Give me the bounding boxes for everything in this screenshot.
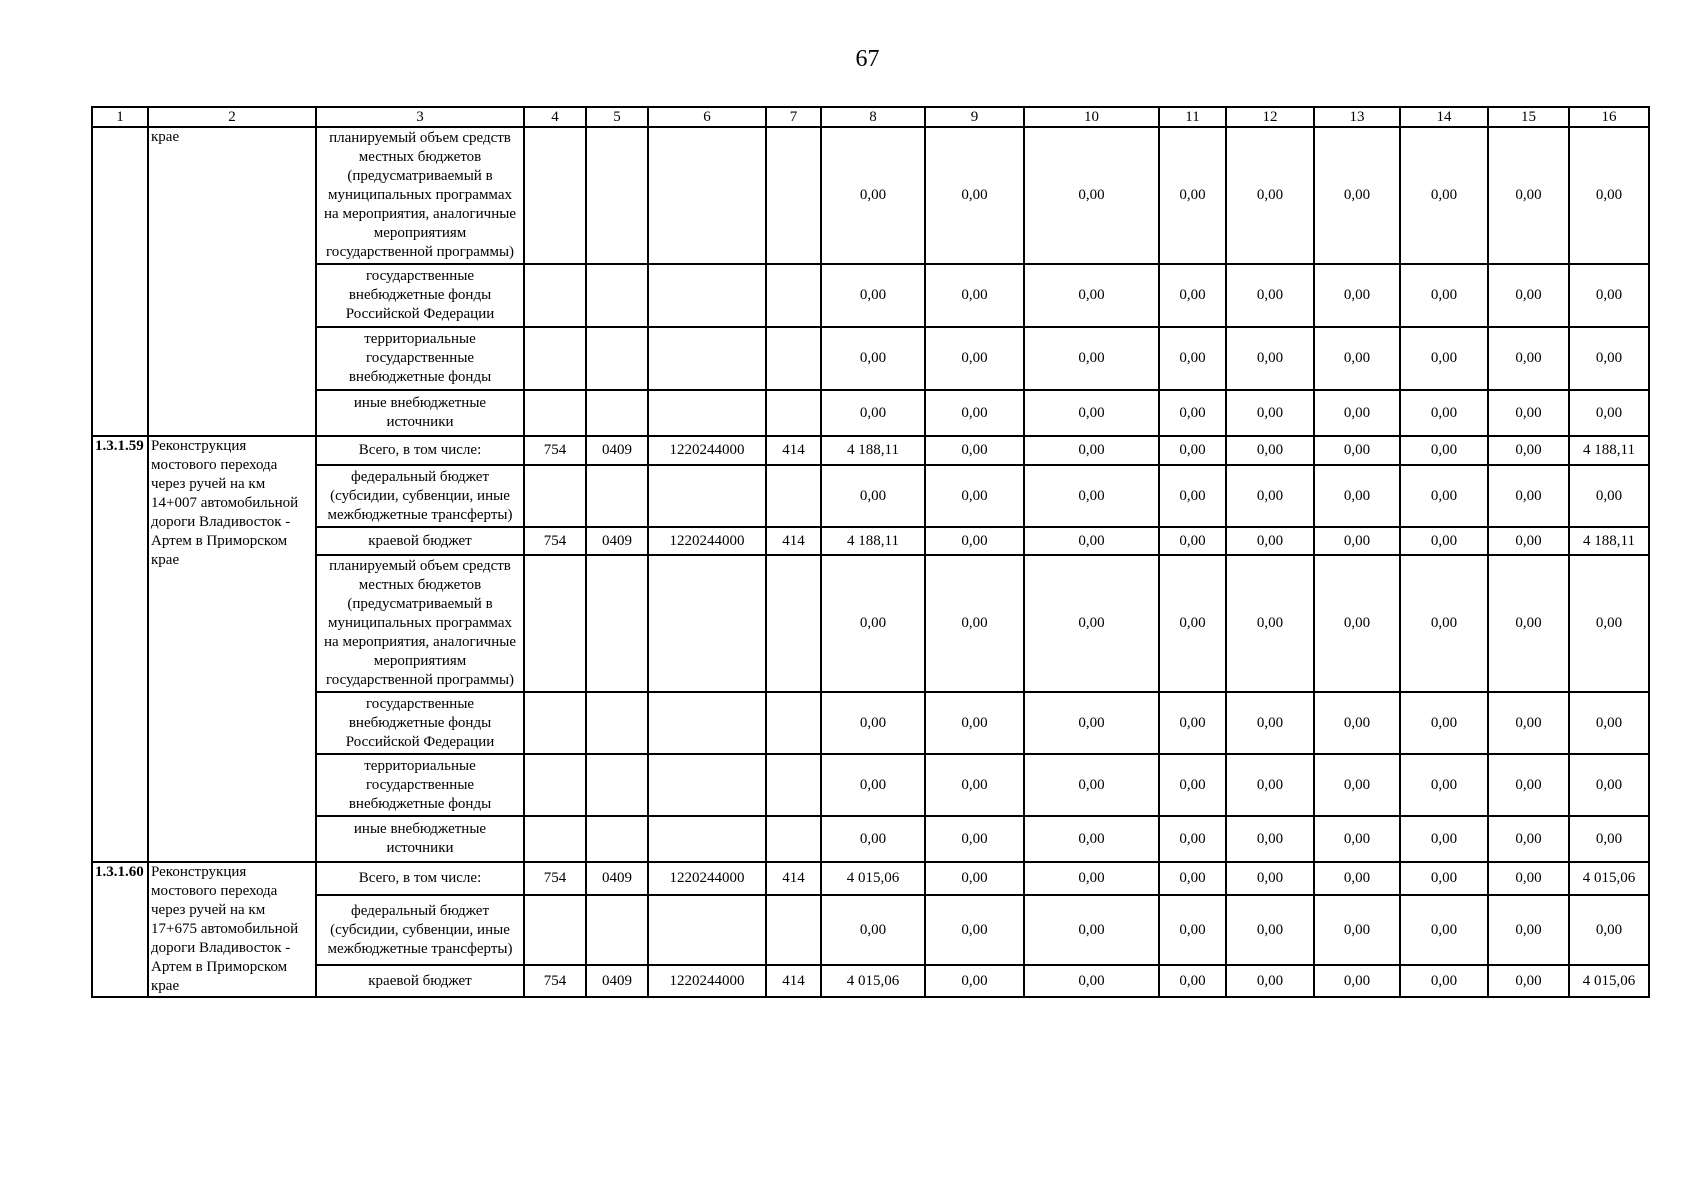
amount-year: 0,00 xyxy=(1314,465,1400,527)
amount-year: 0,00 xyxy=(1159,895,1226,965)
amount-year: 0,00 xyxy=(1488,754,1569,816)
amount-year: 0,00 xyxy=(1024,965,1159,997)
code-c6: 1220244000 xyxy=(648,436,766,465)
code-c4: 754 xyxy=(524,527,586,555)
amount-final: 0,00 xyxy=(1569,127,1649,264)
funding-source: государственные внебюджетные фонды Российской Федерации xyxy=(316,692,524,754)
amount-year: 0,00 xyxy=(925,436,1024,465)
item-name: Реконструкция мостового перехода через ручей на км 17+675 автомобильной дороги Владивосток - Артем в Приморском крае xyxy=(148,862,316,997)
code-c7 xyxy=(766,816,821,862)
amount-year: 0,00 xyxy=(1400,754,1488,816)
amount-year: 0,00 xyxy=(1400,465,1488,527)
amount-final: 0,00 xyxy=(1569,692,1649,754)
table-row xyxy=(92,390,1649,436)
code-c6 xyxy=(648,692,766,754)
amount-year: 0,00 xyxy=(1400,327,1488,390)
funding-source: краевой бюджет xyxy=(316,527,524,555)
code-c6 xyxy=(648,465,766,527)
amount-final: 0,00 xyxy=(1569,555,1649,692)
amount-year: 0,00 xyxy=(1159,754,1226,816)
amount-year: 0,00 xyxy=(925,965,1024,997)
amount-final: 0,00 xyxy=(1569,754,1649,816)
code-c6 xyxy=(648,895,766,965)
amount-year: 0,00 xyxy=(1400,965,1488,997)
amount-year: 0,00 xyxy=(1024,816,1159,862)
amount-final: 4 015,06 xyxy=(1569,862,1649,895)
amount-year: 0,00 xyxy=(1314,264,1400,327)
amount-year: 0,00 xyxy=(1400,436,1488,465)
amount-year: 0,00 xyxy=(925,327,1024,390)
amount-year: 0,00 xyxy=(1314,862,1400,895)
amount-total: 0,00 xyxy=(821,816,925,862)
table-row xyxy=(92,895,1649,965)
column-number-row xyxy=(92,107,1649,127)
code-c5 xyxy=(586,692,648,754)
column-number: 7 xyxy=(766,107,821,127)
amount-final: 0,00 xyxy=(1569,327,1649,390)
column-number: 12 xyxy=(1226,107,1314,127)
code-c5: 0409 xyxy=(586,965,648,997)
amount-year: 0,00 xyxy=(1226,965,1314,997)
amount-year: 0,00 xyxy=(925,692,1024,754)
code-c5: 0409 xyxy=(586,862,648,895)
amount-year: 0,00 xyxy=(1226,436,1314,465)
amount-year: 0,00 xyxy=(1400,816,1488,862)
code-c7: 414 xyxy=(766,436,821,465)
amount-total: 0,00 xyxy=(821,465,925,527)
amount-final: 4 188,11 xyxy=(1569,436,1649,465)
amount-year: 0,00 xyxy=(1488,555,1569,692)
amount-year: 0,00 xyxy=(925,895,1024,965)
funding-source: иные внебюджетные источники xyxy=(316,390,524,436)
column-number: 11 xyxy=(1159,107,1226,127)
code-c4 xyxy=(524,895,586,965)
amount-year: 0,00 xyxy=(1314,527,1400,555)
code-c7: 414 xyxy=(766,862,821,895)
amount-year: 0,00 xyxy=(925,264,1024,327)
amount-year: 0,00 xyxy=(1400,895,1488,965)
amount-year: 0,00 xyxy=(1226,895,1314,965)
amount-total: 0,00 xyxy=(821,692,925,754)
amount-year: 0,00 xyxy=(925,816,1024,862)
code-c5 xyxy=(586,327,648,390)
amount-year: 0,00 xyxy=(1226,264,1314,327)
column-number: 5 xyxy=(586,107,648,127)
funding-source: территориальные государственные внебюджетные фонды xyxy=(316,754,524,816)
code-c6: 1220244000 xyxy=(648,965,766,997)
table-row xyxy=(92,692,1649,754)
code-c7 xyxy=(766,390,821,436)
code-c6: 1220244000 xyxy=(648,527,766,555)
amount-year: 0,00 xyxy=(1314,436,1400,465)
funding-source: федеральный бюджет (субсидии, субвенции, иные межбюджетные трансферты) xyxy=(316,465,524,527)
amount-year: 0,00 xyxy=(1159,816,1226,862)
code-c6 xyxy=(648,816,766,862)
code-c6 xyxy=(648,264,766,327)
code-c4: 754 xyxy=(524,436,586,465)
amount-year: 0,00 xyxy=(1024,692,1159,754)
amount-year: 0,00 xyxy=(1226,555,1314,692)
item-name: крае xyxy=(148,127,316,436)
table-row xyxy=(92,862,1649,895)
amount-year: 0,00 xyxy=(1400,555,1488,692)
column-number: 2 xyxy=(148,107,316,127)
code-c4 xyxy=(524,465,586,527)
table-row xyxy=(92,965,1649,997)
table-row xyxy=(92,264,1649,327)
amount-year: 0,00 xyxy=(1488,862,1569,895)
amount-final: 0,00 xyxy=(1569,895,1649,965)
amount-year: 0,00 xyxy=(1024,527,1159,555)
funding-source: Всего, в том числе: xyxy=(316,862,524,895)
amount-year: 0,00 xyxy=(1314,816,1400,862)
amount-total: 0,00 xyxy=(821,390,925,436)
funding-source: государственные внебюджетные фонды Российской Федерации xyxy=(316,264,524,327)
amount-year: 0,00 xyxy=(1159,555,1226,692)
table-row xyxy=(92,127,1649,264)
code-c7 xyxy=(766,264,821,327)
amount-year: 0,00 xyxy=(1226,127,1314,264)
amount-final: 0,00 xyxy=(1569,264,1649,327)
code-c4 xyxy=(524,127,586,264)
amount-year: 0,00 xyxy=(1024,862,1159,895)
code-c5: 0409 xyxy=(586,436,648,465)
amount-year: 0,00 xyxy=(1226,692,1314,754)
amount-year: 0,00 xyxy=(1488,692,1569,754)
amount-year: 0,00 xyxy=(1024,127,1159,264)
amount-year: 0,00 xyxy=(1159,692,1226,754)
code-c4 xyxy=(524,754,586,816)
funding-source: иные внебюджетные источники xyxy=(316,816,524,862)
code-c6 xyxy=(648,754,766,816)
column-number: 15 xyxy=(1488,107,1569,127)
amount-year: 0,00 xyxy=(1159,390,1226,436)
amount-year: 0,00 xyxy=(1488,327,1569,390)
code-c6 xyxy=(648,327,766,390)
amount-year: 0,00 xyxy=(925,390,1024,436)
code-c4 xyxy=(524,327,586,390)
amount-year: 0,00 xyxy=(1024,390,1159,436)
code-c6 xyxy=(648,390,766,436)
amount-year: 0,00 xyxy=(1159,862,1226,895)
amount-year: 0,00 xyxy=(1400,862,1488,895)
column-number: 4 xyxy=(524,107,586,127)
funding-source: территориальные государственные внебюджетные фонды xyxy=(316,327,524,390)
table-row xyxy=(92,555,1649,692)
code-c5 xyxy=(586,390,648,436)
amount-year: 0,00 xyxy=(1024,327,1159,390)
code-c7 xyxy=(766,692,821,754)
amount-year: 0,00 xyxy=(1488,895,1569,965)
code-c5: 0409 xyxy=(586,527,648,555)
code-c6: 1220244000 xyxy=(648,862,766,895)
amount-total: 0,00 xyxy=(821,127,925,264)
table-row xyxy=(92,465,1649,527)
amount-year: 0,00 xyxy=(925,465,1024,527)
amount-total: 4 188,11 xyxy=(821,527,925,555)
funding-source: планируемый объем средств местных бюджетов (предусматриваемый в муниципальных программах на мероприятия, аналогичные мероприятиям государственной программы) xyxy=(316,555,524,692)
amount-year: 0,00 xyxy=(1314,754,1400,816)
amount-year: 0,00 xyxy=(1024,436,1159,465)
table-row xyxy=(92,754,1649,816)
amount-total: 0,00 xyxy=(821,555,925,692)
amount-year: 0,00 xyxy=(1226,862,1314,895)
amount-year: 0,00 xyxy=(1314,390,1400,436)
amount-year: 0,00 xyxy=(1400,264,1488,327)
code-c4: 754 xyxy=(524,862,586,895)
code-c7 xyxy=(766,127,821,264)
amount-total: 0,00 xyxy=(821,754,925,816)
code-c6 xyxy=(648,127,766,264)
amount-year: 0,00 xyxy=(1488,390,1569,436)
code-c5 xyxy=(586,555,648,692)
code-c7: 414 xyxy=(766,965,821,997)
amount-year: 0,00 xyxy=(1159,465,1226,527)
amount-final: 0,00 xyxy=(1569,816,1649,862)
code-c4 xyxy=(524,264,586,327)
column-number: 8 xyxy=(821,107,925,127)
amount-year: 0,00 xyxy=(925,555,1024,692)
column-number: 3 xyxy=(316,107,524,127)
code-c7 xyxy=(766,327,821,390)
amount-year: 0,00 xyxy=(925,527,1024,555)
funding-source: Всего, в том числе: xyxy=(316,436,524,465)
code-c7 xyxy=(766,754,821,816)
amount-year: 0,00 xyxy=(1400,127,1488,264)
amount-year: 0,00 xyxy=(1226,816,1314,862)
amount-year: 0,00 xyxy=(1488,527,1569,555)
amount-final: 4 188,11 xyxy=(1569,527,1649,555)
code-c4 xyxy=(524,390,586,436)
amount-year: 0,00 xyxy=(1024,754,1159,816)
amount-year: 0,00 xyxy=(1314,692,1400,754)
amount-year: 0,00 xyxy=(1488,436,1569,465)
column-number: 1 xyxy=(92,107,148,127)
table-row xyxy=(92,327,1649,390)
amount-total: 4 015,06 xyxy=(821,862,925,895)
item-number: 1.3.1.59 xyxy=(92,436,148,862)
column-number: 9 xyxy=(925,107,1024,127)
table-row xyxy=(92,816,1649,862)
code-c5 xyxy=(586,754,648,816)
amount-year: 0,00 xyxy=(1314,127,1400,264)
column-number: 6 xyxy=(648,107,766,127)
amount-year: 0,00 xyxy=(1314,327,1400,390)
amount-year: 0,00 xyxy=(1400,527,1488,555)
amount-year: 0,00 xyxy=(1488,127,1569,264)
amount-total: 4 188,11 xyxy=(821,436,925,465)
code-c7: 414 xyxy=(766,527,821,555)
amount-final: 0,00 xyxy=(1569,465,1649,527)
amount-year: 0,00 xyxy=(925,754,1024,816)
amount-year: 0,00 xyxy=(1159,436,1226,465)
code-c7 xyxy=(766,465,821,527)
item-number: 1.3.1.60 xyxy=(92,862,148,997)
amount-total: 0,00 xyxy=(821,895,925,965)
amount-year: 0,00 xyxy=(1226,754,1314,816)
amount-total: 4 015,06 xyxy=(821,965,925,997)
code-c5 xyxy=(586,465,648,527)
amount-year: 0,00 xyxy=(1400,692,1488,754)
code-c4 xyxy=(524,816,586,862)
amount-year: 0,00 xyxy=(1314,965,1400,997)
column-number: 14 xyxy=(1400,107,1488,127)
amount-final: 4 015,06 xyxy=(1569,965,1649,997)
amount-year: 0,00 xyxy=(1159,264,1226,327)
table-row xyxy=(92,436,1649,465)
funding-source: планируемый объем средств местных бюджетов (предусматриваемый в муниципальных программах на мероприятия, аналогичные мероприятиям государственной программы) xyxy=(316,127,524,264)
funding-source: федеральный бюджет (субсидии, субвенции, иные межбюджетные трансферты) xyxy=(316,895,524,965)
amount-year: 0,00 xyxy=(1226,465,1314,527)
amount-year: 0,00 xyxy=(1488,465,1569,527)
budget-table xyxy=(91,106,1650,998)
column-number: 10 xyxy=(1024,107,1159,127)
code-c6 xyxy=(648,555,766,692)
code-c7 xyxy=(766,895,821,965)
amount-total: 0,00 xyxy=(821,264,925,327)
funding-source: краевой бюджет xyxy=(316,965,524,997)
amount-year: 0,00 xyxy=(1488,965,1569,997)
amount-year: 0,00 xyxy=(1024,555,1159,692)
amount-year: 0,00 xyxy=(1488,264,1569,327)
amount-final: 0,00 xyxy=(1569,390,1649,436)
amount-year: 0,00 xyxy=(1226,527,1314,555)
amount-total: 0,00 xyxy=(821,327,925,390)
amount-year: 0,00 xyxy=(1024,895,1159,965)
code-c4 xyxy=(524,692,586,754)
column-number: 13 xyxy=(1314,107,1400,127)
page-number: 67 xyxy=(855,46,880,72)
table-row xyxy=(92,527,1649,555)
amount-year: 0,00 xyxy=(1400,390,1488,436)
item-number xyxy=(92,127,148,436)
table-body xyxy=(92,107,1649,997)
amount-year: 0,00 xyxy=(1226,327,1314,390)
column-number: 16 xyxy=(1569,107,1649,127)
amount-year: 0,00 xyxy=(925,862,1024,895)
item-name: Реконструкция мостового перехода через ручей на км 14+007 автомобильной дороги Владивосток - Артем в Приморском крае xyxy=(148,436,316,862)
amount-year: 0,00 xyxy=(1159,327,1226,390)
amount-year: 0,00 xyxy=(1159,127,1226,264)
amount-year: 0,00 xyxy=(1226,390,1314,436)
amount-year: 0,00 xyxy=(1314,895,1400,965)
amount-year: 0,00 xyxy=(1024,465,1159,527)
amount-year: 0,00 xyxy=(1488,816,1569,862)
amount-year: 0,00 xyxy=(1024,264,1159,327)
amount-year: 0,00 xyxy=(1159,527,1226,555)
amount-year: 0,00 xyxy=(1159,965,1226,997)
code-c7 xyxy=(766,555,821,692)
code-c4: 754 xyxy=(524,965,586,997)
code-c5 xyxy=(586,127,648,264)
amount-year: 0,00 xyxy=(1314,555,1400,692)
code-c5 xyxy=(586,895,648,965)
code-c5 xyxy=(586,264,648,327)
code-c5 xyxy=(586,816,648,862)
code-c4 xyxy=(524,555,586,692)
amount-year: 0,00 xyxy=(925,127,1024,264)
